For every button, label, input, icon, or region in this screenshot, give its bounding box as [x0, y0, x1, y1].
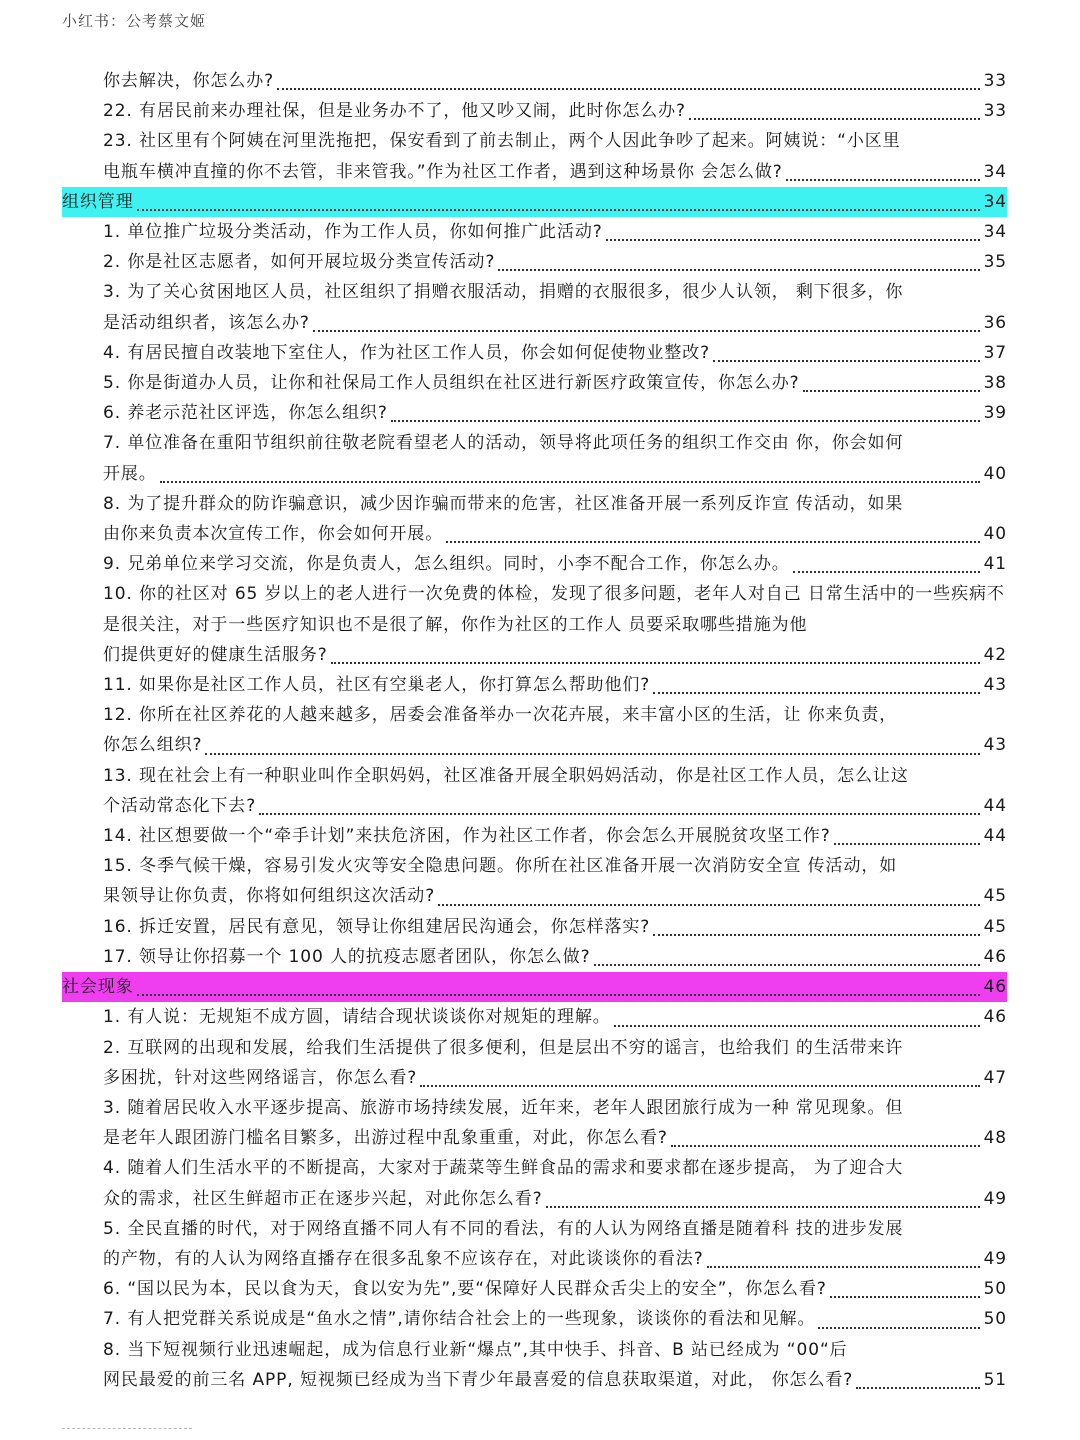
- toc-entry[interactable]: [103, 1093, 1007, 1153]
- section-title: 社会现象: [62, 977, 134, 998]
- toc-entry[interactable]: [103, 700, 1007, 760]
- page-number: 43: [983, 675, 1007, 696]
- toc-entry[interactable]: [103, 126, 1007, 186]
- page-number: 33: [983, 71, 1007, 91]
- toc-entry-text: 网民最爱的前三名 APP, 短视频已经成为当下青少年最喜爱的信息获取渠道，对此， 你怎么看?: [103, 1369, 854, 1390]
- toc-entry[interactable]: [103, 1153, 1007, 1213]
- toc-entry-text: 2. 你是社区志愿者，如何开展垃圾分类宣传活动?: [103, 252, 496, 273]
- dot-leader: [818, 1327, 980, 1329]
- toc-entry[interactable]: [103, 821, 1007, 851]
- dot-leader: [160, 481, 980, 483]
- page-number: 38: [983, 373, 1007, 394]
- page-number: 49: [983, 1248, 1007, 1269]
- dot-leader: [707, 1266, 980, 1268]
- toc-entry[interactable]: [103, 942, 1007, 972]
- toc-entry-text: 6. “国以民为本，民以食为天，食以安为先”,要“保障好人民群众舌尖上的安全”，你怎么看?: [103, 1279, 827, 1300]
- page-number: 49: [983, 1188, 1007, 1209]
- toc-entry[interactable]: [103, 368, 1007, 398]
- dot-leader: [793, 571, 980, 573]
- page-number: 44: [983, 795, 1007, 816]
- page-number: 42: [983, 644, 1007, 665]
- toc-entry[interactable]: [103, 1335, 1007, 1395]
- dot-leader: [614, 1025, 980, 1027]
- toc-entry-text: 是老年人跟团游门槛名目繁多，出游过程中乱象重重，对此，你怎么看?: [103, 1128, 668, 1149]
- dot-leader: [137, 994, 980, 996]
- toc-entry-text: 是活动组织者，该怎么办?: [103, 312, 310, 333]
- page-number: 40: [983, 524, 1007, 545]
- toc-entry-text: 3. 随着居民收入水平逐步提高、旅游市场持续发展，近年来，老年人跟团旅行成为一种 常见现象。但: [103, 1097, 904, 1118]
- toc-entry-text: 23. 社区里有个阿姨在河里洗拖把，保安看到了前去制止，两个人因此争吵了起来。阿姨说：“小区里: [103, 131, 901, 152]
- page-number: 40: [983, 463, 1007, 484]
- toc-entry-text: 13. 现在社会上有一种职业叫作全职妈妈，社区准备开展全职妈妈活动，你是社区工作人员，怎么让这: [103, 765, 909, 786]
- dot-leader: [331, 662, 980, 664]
- toc-entry-text: 3. 为了关心贫困地区人员，社区组织了捐赠衣服活动，捐赠的衣服很多，很少人认领， 剩下很多，你: [103, 282, 904, 303]
- page-number: 35: [983, 252, 1007, 273]
- toc-entry-text: 11. 如果你是社区工作人员，社区有空巢老人，你打算怎么帮助他们?: [103, 675, 651, 696]
- dot-leader: [834, 843, 980, 845]
- page-number: 41: [983, 554, 1007, 575]
- toc-entry-text: 1. 单位推广垃圾分类活动，作为工作人员，你如何推广此活动?: [103, 222, 603, 243]
- page-number: 43: [983, 735, 1007, 756]
- toc-entry-text: 7. 有人把党群关系说成是“鱼水之情”,请你结合社会上的一些现象，谈谈你的看法和见解。: [103, 1309, 816, 1330]
- page-number: 33: [983, 101, 1007, 122]
- toc-entry-text: 5. 你是街道办人员，让你和社保局工作人员组织在社区进行新医疗政策宣传，你怎么办?: [103, 373, 800, 394]
- dot-leader: [438, 904, 980, 906]
- toc-section-heading[interactable]: [62, 972, 1007, 1002]
- dot-leader: [856, 1387, 980, 1389]
- dot-leader: [606, 239, 980, 241]
- page-number: 47: [983, 1067, 1007, 1088]
- toc-entry[interactable]: [103, 247, 1007, 277]
- page-number: 39: [983, 403, 1007, 424]
- page-number: 50: [983, 1309, 1007, 1330]
- table-of-contents: [0, 66, 1080, 1395]
- toc-entry-text: 10. 你的社区对 65 岁以上的老人进行一次免费的体检，发现了很多问题，老年人对自己 日常生活中的一些疾病不是很关注，对于一些医疗知识也不是很了解，你作为社区的工作人 员要采取哪些措施为他: [103, 584, 1005, 635]
- page-number: 46: [983, 1007, 1007, 1028]
- toc-entry-text: 7. 单位准备在重阳节组织前往敬老院看望老人的活动，领导将此项任务的组织工作交由 你，你会如何: [103, 433, 904, 454]
- toc-entry[interactable]: [103, 489, 1007, 549]
- toc-section-heading[interactable]: [62, 187, 1007, 217]
- dot-leader: [689, 118, 980, 120]
- toc-entry-text: 多困扰，针对这些网络谣言，你怎么看?: [103, 1067, 418, 1088]
- toc-entry-text: 你怎么组织?: [103, 735, 203, 756]
- toc-entry-text: 6. 养老示范社区评选，你怎么组织?: [103, 403, 388, 424]
- toc-entry-text: 4. 有居民擅自改装地下室住人，作为社区工作人员，你会如何促使物业整改?: [103, 342, 711, 363]
- toc-entry-text: 8. 当下短视频行业迅速崛起，成为信息行业新“爆点”,其中快手、抖音、B 站已经成为 “00“后: [103, 1339, 848, 1360]
- page-number: 51: [983, 1369, 1007, 1390]
- toc-entry[interactable]: [103, 549, 1007, 579]
- toc-entry-text: 5. 全民直播的时代，对于网络直播不同人有不同的看法，有的人认为网络直播是随着科 技的进步发展: [103, 1218, 904, 1239]
- toc-entry[interactable]: [103, 912, 1007, 942]
- dot-leader: [498, 269, 980, 271]
- dot-leader: [546, 1206, 980, 1208]
- toc-entry[interactable]: [103, 338, 1007, 368]
- toc-entry[interactable]: [103, 277, 1007, 337]
- dot-leader: [830, 1296, 980, 1298]
- dot-leader: [786, 179, 980, 181]
- footer-mark: [62, 1428, 192, 1433]
- toc-entry-text: 22. 有居民前来办理社保，但是业务办不了，他又吵又闹，此时你怎么办?: [103, 101, 686, 122]
- page-number: 45: [983, 886, 1007, 907]
- toc-entry-text: 果领导让你负责，你将如何组织这次活动?: [103, 886, 436, 907]
- section-title: 组织管理: [62, 191, 134, 212]
- toc-entry[interactable]: [103, 1274, 1007, 1304]
- watermark: 小红书：公考蔡文姬: [62, 12, 207, 30]
- dot-leader: [653, 692, 980, 694]
- toc-entry-text: 你去解决，你怎么办?: [103, 71, 275, 91]
- dot-leader: [205, 753, 980, 755]
- toc-entry[interactable]: [103, 96, 1007, 126]
- dot-leader: [653, 934, 980, 936]
- toc-entry-text: 电瓶车横冲直撞的你不去管，非来管我。”作为社区工作者，遇到这种场景你 会怎么做?: [103, 161, 783, 182]
- toc-entry[interactable]: [103, 761, 1007, 821]
- toc-entry[interactable]: [103, 217, 1007, 247]
- dot-leader: [137, 209, 980, 211]
- toc-entry-text: 2. 互联网的出现和发展，给我们生活提供了很多便利，但是层出不穷的谣言，也给我们 的生活带来许: [103, 1037, 904, 1058]
- toc-entry[interactable]: [103, 851, 1007, 911]
- toc-entry[interactable]: [103, 66, 1007, 96]
- toc-entry-text: 8. 为了提升群众的防诈骗意识，减少因诈骗而带来的危害，社区准备开展一系列反诈宣 传活动，如果: [103, 493, 904, 514]
- dot-leader: [420, 1085, 980, 1087]
- toc-entry-text: 15. 冬季气候干燥，容易引发火灾等安全隐患问题。你所在社区准备开展一次消防安全宣 传活动，如: [103, 856, 898, 877]
- toc-entry-text: 17. 领导让你招募一个 100 人的抗疫志愿者团队，你怎么做?: [103, 946, 591, 967]
- dot-leader: [277, 88, 980, 90]
- page-number: 34: [983, 161, 1007, 182]
- toc-entry-text: 众的需求，社区生鲜超市正在逐步兴起，对此你怎么看?: [103, 1188, 543, 1209]
- toc-entry-text: 们提供更好的健康生活服务?: [103, 644, 328, 665]
- toc-entry[interactable]: [103, 398, 1007, 428]
- dot-leader: [671, 1145, 980, 1147]
- toc-entry-text: 16. 拆迁安置，居民有意见，领导让你组建居民沟通会，你怎样落实?: [103, 916, 651, 937]
- dot-leader: [446, 541, 980, 543]
- toc-entry[interactable]: [103, 1214, 1007, 1274]
- dot-leader: [713, 360, 980, 362]
- toc-entry[interactable]: [103, 670, 1007, 700]
- page-number: 46: [983, 946, 1007, 967]
- toc-entry-text: 开展。: [103, 463, 157, 484]
- toc-entry-text: 12. 你所在社区养花的人越来越多，居委会准备举办一次花卉展，来丰富小区的生活，让 你来负责，: [103, 705, 898, 726]
- toc-entry-text: 由你来负责本次宣传工作，你会如何开展。: [103, 524, 444, 545]
- dot-leader: [391, 420, 980, 422]
- toc-entry[interactable]: [103, 1304, 1007, 1334]
- page-number: 34: [983, 222, 1007, 243]
- toc-entry-text: 个活动常态化下去?: [103, 795, 257, 816]
- toc-entry-text: 1. 有人说：无规矩不成方圆，请结合现状谈谈你对规矩的理解。: [103, 1007, 611, 1028]
- page-number: 45: [983, 916, 1007, 937]
- dot-leader: [594, 964, 980, 966]
- toc-entry-text: 4. 随着人们生活水平的不断提高，大家对于蔬菜等生鲜食品的需求和要求都在逐步提高， 为了迎合大: [103, 1158, 904, 1179]
- page-number: 46: [983, 977, 1007, 998]
- toc-entry[interactable]: [103, 1033, 1007, 1093]
- toc-entry-text: 14. 社区想要做一个“牵手计划”来扶危济困，作为社区工作者，你会怎么开展脱贫攻坚工作?: [103, 826, 831, 847]
- dot-leader: [313, 330, 980, 332]
- toc-entry[interactable]: [103, 428, 1007, 488]
- toc-entry[interactable]: [103, 579, 1007, 670]
- page-number: 36: [983, 312, 1007, 333]
- toc-entry-text: 的产物，有的人认为网络直播存在很多乱象不应该存在，对此谈谈你的看法?: [103, 1248, 704, 1269]
- dot-leader: [259, 813, 980, 815]
- toc-entry[interactable]: [103, 1002, 1007, 1032]
- page-number: 37: [983, 342, 1007, 363]
- toc-entry-text: 9. 兄弟单位来学习交流，你是负责人，怎么组织。同时，小李不配合工作，你怎么办。: [103, 554, 790, 575]
- page-number: 34: [983, 191, 1007, 212]
- page-number: 50: [983, 1279, 1007, 1300]
- page-number: 48: [983, 1128, 1007, 1149]
- page-number: 44: [983, 826, 1007, 847]
- dot-leader: [803, 390, 980, 392]
